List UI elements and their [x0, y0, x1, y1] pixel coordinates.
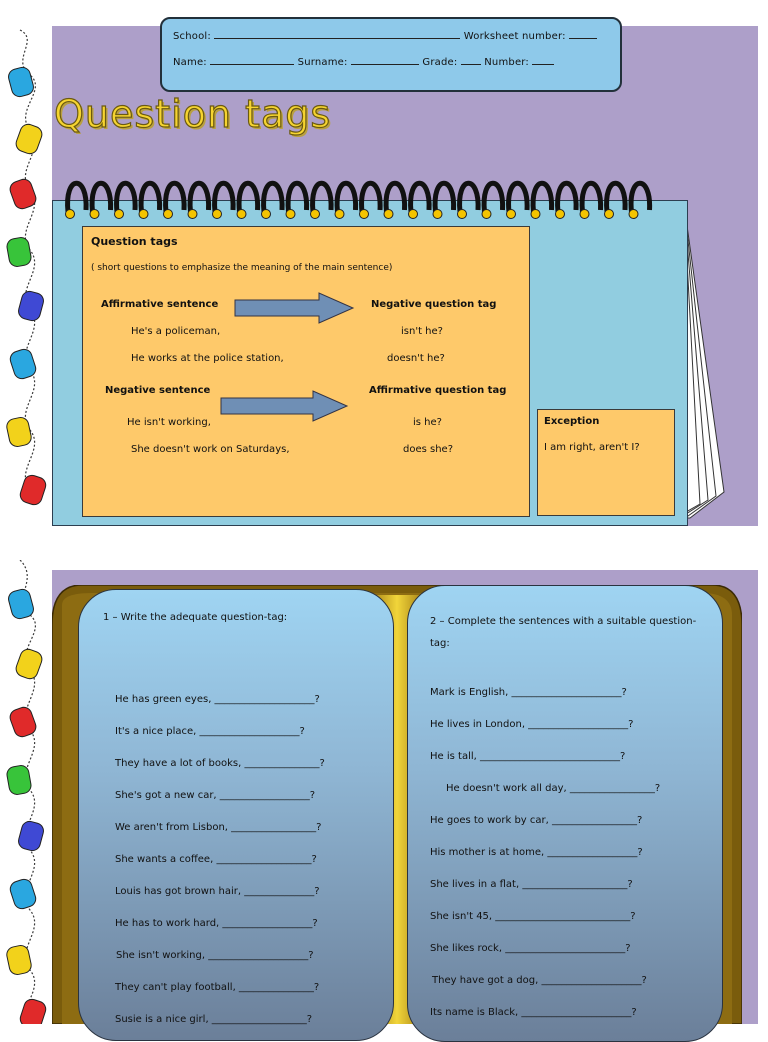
- spiral-ring: [582, 183, 601, 212]
- exercise-1-item[interactable]: She wants a coffee, ___________________?: [115, 854, 317, 865]
- spiral-ring: [239, 183, 258, 212]
- exception-heading: Exception: [544, 416, 600, 427]
- exercise-1-item[interactable]: We aren't from Lisbon, _________________?: [115, 822, 322, 833]
- grade-field[interactable]: [461, 56, 481, 65]
- ring-hole: [360, 210, 369, 219]
- ring-hole: [213, 210, 222, 219]
- exercise-2-item[interactable]: She lives in a flat, _____________________?: [430, 879, 633, 890]
- spiral-binding: [60, 170, 670, 220]
- rule-subtitle: ( short questions to emphasize the meaning of the main sentence): [91, 263, 393, 273]
- exercise-1-item[interactable]: They can't play football, _______________?: [115, 982, 320, 993]
- school-field[interactable]: [214, 30, 460, 39]
- spiral-ring: [509, 183, 528, 212]
- aff-tag-1: is he?: [413, 417, 442, 428]
- ring-hole: [335, 210, 344, 219]
- spiral-ring: [264, 183, 283, 212]
- arrow-right-icon: [219, 389, 349, 423]
- exercise-1-item[interactable]: It's a nice place, ____________________?: [115, 726, 305, 737]
- exercise-1-item[interactable]: They have a lot of books, _______________?: [115, 758, 325, 769]
- neg-example-1: He isn't working,: [127, 417, 211, 428]
- ring-hole: [286, 210, 295, 219]
- exercise-2-item[interactable]: They have got a dog, ____________________?: [432, 975, 647, 986]
- spiral-ring: [92, 183, 111, 212]
- name-field[interactable]: [210, 56, 294, 65]
- surname-field[interactable]: [351, 56, 419, 65]
- rule-heading: Question tags: [91, 235, 178, 248]
- exercise-1-item[interactable]: Susie is a nice girl, ___________________?: [115, 1014, 313, 1025]
- ring-hole: [531, 210, 540, 219]
- ring-hole: [311, 210, 320, 219]
- grammar-rule-box: [82, 226, 530, 517]
- exercise-1-item[interactable]: She's got a new car, __________________?: [115, 790, 316, 801]
- exercise-2-instruction-line-2: tag:: [430, 638, 450, 649]
- notebook-page-edges: [680, 200, 740, 520]
- ring-hole: [629, 210, 638, 219]
- spiral-ring: [386, 183, 405, 212]
- exercise-2-item[interactable]: He lives in London, ____________________?: [430, 719, 634, 730]
- affirmative-tag-heading: Affirmative question tag: [369, 385, 507, 396]
- number-label: Number:: [484, 57, 529, 68]
- spiral-ring: [558, 183, 577, 212]
- exercise-1-item[interactable]: He has to work hard, __________________?: [115, 918, 318, 929]
- spiral-ring: [533, 183, 552, 212]
- spiral-ring: [362, 183, 381, 212]
- spiral-ring: [117, 183, 136, 212]
- exercise-1-item[interactable]: She isn't working, ____________________?: [116, 950, 314, 961]
- exception-box: [537, 409, 675, 516]
- exercise-2-item[interactable]: His mother is at home, __________________?: [430, 847, 643, 858]
- worksheet-number-field[interactable]: [569, 30, 597, 39]
- neg-example-2: She doesn't work on Saturdays,: [131, 444, 290, 455]
- spiral-ring: [484, 183, 503, 212]
- arrow-right-icon: [233, 291, 355, 325]
- ring-hole: [458, 210, 467, 219]
- spiral-ring: [411, 183, 430, 212]
- ring-hole: [556, 210, 565, 219]
- spiral-ring: [215, 183, 234, 212]
- exercise-1-instruction: 1 – Write the adequate question-tag:: [103, 612, 288, 623]
- negative-sentence-heading: Negative sentence: [105, 385, 211, 396]
- ring-hole: [66, 210, 75, 219]
- student-info-header: [160, 17, 622, 92]
- spiral-ring: [337, 183, 356, 212]
- ring-hole: [237, 210, 246, 219]
- aff-example-1: He's a policeman,: [131, 326, 221, 337]
- ring-hole: [115, 210, 124, 219]
- negative-tag-heading: Negative question tag: [371, 299, 497, 310]
- ring-hole: [188, 210, 197, 219]
- exercise-2-item[interactable]: Its name is Black, ______________________?: [430, 1007, 637, 1018]
- spiral-ring: [631, 183, 650, 212]
- ring-hole: [482, 210, 491, 219]
- ring-hole: [262, 210, 271, 219]
- grade-label: Grade:: [422, 57, 458, 68]
- exercise-2-item[interactable]: He doesn't work all day, _________________?: [446, 783, 661, 794]
- spiral-ring: [460, 183, 479, 212]
- ring-hole: [580, 210, 589, 219]
- school-label: School:: [173, 31, 211, 42]
- spiral-ring: [190, 183, 209, 212]
- spiral-ring: [141, 183, 160, 212]
- spiral-ring: [166, 183, 185, 212]
- ring-hole: [384, 210, 393, 219]
- exercise-1-card: [78, 589, 394, 1041]
- spiral-ring: [288, 183, 307, 212]
- decorative-border-top: [0, 20, 54, 520]
- neg-tag-1: isn't he?: [401, 326, 443, 337]
- surname-label: Surname:: [297, 57, 348, 68]
- spiral-ring: [68, 183, 87, 212]
- spiral-ring: [313, 183, 332, 212]
- ring-hole: [90, 210, 99, 219]
- exercise-1-item[interactable]: Louis has got brown hair, ______________?: [115, 886, 320, 897]
- neg-tag-2: doesn't he?: [387, 353, 445, 364]
- exercise-2-instruction-line-1: 2 – Complete the sentences with a suitable question-: [430, 616, 697, 627]
- ring-hole: [507, 210, 516, 219]
- exercise-2-item[interactable]: She likes rock, ________________________?: [430, 943, 631, 954]
- affirmative-sentence-heading: Affirmative sentence: [101, 299, 219, 310]
- exercise-2-item[interactable]: He is tall, ____________________________?: [430, 751, 626, 762]
- exercise-1-item[interactable]: He has green eyes, ____________________?: [115, 694, 320, 705]
- worksheet-number-label: Worksheet number:: [463, 31, 566, 42]
- number-field[interactable]: [532, 56, 554, 65]
- page-title: Question tags: [54, 92, 332, 136]
- spiral-ring: [435, 183, 454, 212]
- exercise-2-card: [407, 585, 723, 1042]
- ring-hole: [605, 210, 614, 219]
- ring-hole: [433, 210, 442, 219]
- exception-text: I am right, aren't I?: [544, 442, 640, 453]
- name-label: Name:: [173, 57, 207, 68]
- spiral-ring: [607, 183, 626, 212]
- ring-hole: [409, 210, 418, 219]
- ring-hole: [164, 210, 173, 219]
- aff-tag-2: does she?: [403, 444, 454, 455]
- decorative-border-bottom: [0, 560, 54, 1024]
- ring-hole: [139, 210, 148, 219]
- exercise-2-item[interactable]: She isn't 45, ___________________________?: [430, 911, 636, 922]
- exercise-2-item[interactable]: Mark is English, ______________________?: [430, 687, 627, 698]
- aff-example-2: He works at the police station,: [131, 353, 284, 364]
- exercise-2-item[interactable]: He goes to work by car, _________________?: [430, 815, 643, 826]
